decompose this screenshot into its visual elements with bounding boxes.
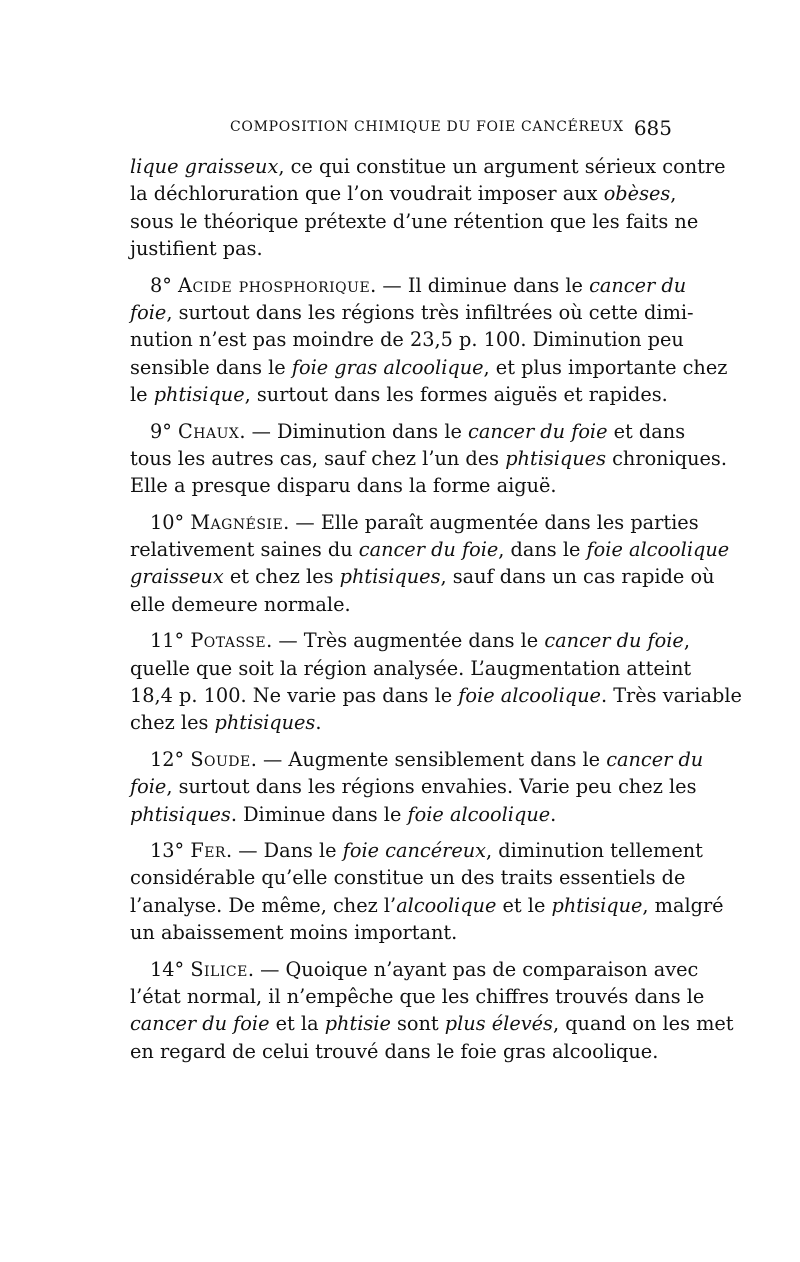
text-run: chez les — [130, 711, 215, 735]
text-run: et la — [269, 1012, 325, 1036]
text-run: , quand on les met — [552, 1012, 734, 1036]
text-run: . — Elle paraît augmentée dans les parties — [283, 510, 699, 534]
text-run: . — [550, 802, 557, 826]
italic-term: phtisique — [153, 383, 245, 407]
text-run: , dans le — [498, 538, 587, 562]
text-run: . — Il diminue dans le — [370, 273, 590, 297]
text-run: en regard de celui trouvé dans le foie gras alcoolique. — [130, 1039, 659, 1063]
text-run: . — [315, 711, 322, 735]
text-run: 18,4 p. 100. Ne varie pas dans le — [130, 684, 459, 708]
italic-term: foie gras alcoolique — [291, 355, 484, 379]
text-run: justifient pas. — [130, 237, 263, 261]
paragraph-continuation — [130, 153, 726, 263]
text-run: sont — [390, 1012, 445, 1036]
text-run: . — Augmente sensiblement dans le — [250, 747, 607, 771]
italic-term: graisseux — [130, 565, 224, 589]
text-run: l’état normal, il n’empêche que les chiffres trouvés dans le — [130, 984, 705, 1008]
text-run: et chez les — [223, 565, 340, 589]
italic-term: foie — [130, 300, 167, 324]
italic-term: plus élevés — [444, 1012, 553, 1036]
section-title: Potasse — [190, 629, 267, 653]
text-run: , surtout dans les régions envahies. Varie peu chez les — [166, 775, 697, 799]
text-run: tous les autres cas, sauf chez l’un des — [130, 446, 506, 470]
paragraph-acide-phosphorique — [130, 272, 728, 409]
text-run: chroniques. — [606, 446, 727, 470]
text-run: le — [130, 383, 154, 407]
italic-term: foie — [130, 775, 167, 799]
italic-term: foie alcoolique — [407, 802, 551, 826]
italic-term: cancer du — [606, 747, 704, 771]
italic-term: cancer du foie — [130, 1012, 270, 1036]
text-run: . — Quoique n’ayant pas de comparaison avec — [247, 957, 699, 981]
italic-term: phtisique — [551, 893, 643, 917]
text-run: nution n’est pas moindre de 23,5 p. 100. Diminution peu — [130, 328, 684, 352]
text-run: , et plus importante chez — [483, 355, 728, 379]
italic-term: phtisie — [324, 1012, 391, 1036]
italic-term: cancer du foie — [544, 629, 684, 653]
text-run: considérable qu’elle constitue un des traits essentiels de — [130, 866, 686, 890]
paragraph-silice — [130, 956, 734, 1066]
italic-term: lique graisseux — [130, 155, 279, 178]
text-run: relativement saines du — [130, 538, 359, 562]
text-run: l’analyse. De même, chez l’ — [130, 893, 397, 917]
text-run: et dans — [607, 419, 686, 443]
section-title: Acide phosphorique — [178, 273, 371, 297]
text-run: . — Très augmentée dans le — [266, 629, 545, 653]
text-run: , — [683, 629, 690, 653]
text-run: , diminution tellement — [486, 838, 703, 862]
italic-term: foie alcoolique — [458, 684, 601, 708]
paragraph-potasse — [130, 627, 742, 737]
body-text — [130, 153, 742, 1065]
section-title: Silice — [190, 957, 248, 981]
section-title: Magnésie — [190, 510, 284, 534]
item-number: 14° — [150, 957, 191, 981]
item-number: 12° — [150, 747, 191, 771]
italic-term: cancer du foie — [358, 538, 499, 562]
text-run: . — Dans le — [225, 838, 343, 862]
paragraph-chaux — [130, 418, 727, 500]
paragraph-soude — [130, 746, 704, 828]
section-title: Soude — [190, 747, 251, 771]
italic-term: foie alcoolique — [586, 538, 730, 562]
page-header — [130, 116, 672, 143]
text-run: , ce qui constitue un argument sérieux contre — [278, 155, 726, 178]
text-run: . Très variable — [600, 684, 742, 708]
text-run: un abaissement moins important. — [130, 921, 458, 945]
italic-term: phtisiques — [505, 446, 606, 470]
text-run: , — [670, 182, 677, 206]
paragraph-magnesie — [130, 509, 730, 619]
text-run: la déchloruration que l’on voudrait imposer aux — [130, 182, 604, 206]
italic-term: phtisiques — [130, 802, 231, 826]
text-run: . — Diminution dans le — [239, 419, 469, 443]
paragraph-fer — [130, 837, 724, 947]
text-run: sous le théorique prétexte d’une rétention que les faits ne — [130, 209, 699, 233]
text-run: , malgré — [642, 893, 724, 917]
text-run: Elle a presque disparu dans la forme aiguë. — [130, 474, 557, 498]
italic-term: foie cancéreux — [342, 838, 487, 862]
section-title: Chaux — [178, 419, 240, 443]
text-run: quelle que soit la région analysée. L’augmentation atteint — [130, 656, 692, 680]
text-run: , surtout dans les régions très infiltrées où cette dimi- — [166, 300, 694, 324]
item-number: 10° — [150, 510, 191, 534]
text-run: et le — [496, 893, 552, 917]
item-number: 13° — [150, 838, 191, 862]
italic-term: obèses — [603, 182, 671, 206]
text-run: sensible dans le — [130, 355, 292, 379]
page-number: 685 — [633, 116, 672, 140]
text-run: elle demeure normale. — [130, 592, 351, 616]
italic-term: alcoolique — [396, 893, 497, 917]
text-run: , surtout dans les formes aiguës et rapides. — [244, 383, 668, 407]
text-run: , sauf dans un cas rapide où — [440, 565, 715, 589]
italic-term: cancer du — [589, 273, 687, 297]
italic-term: phtisiques — [214, 711, 316, 735]
running-title: COMPOSITION CHIMIQUE DU FOIE CANCÉREUX — [230, 119, 624, 135]
item-number: 9° — [150, 419, 179, 443]
text-run: . Diminue dans le — [230, 802, 408, 826]
item-number: 11° — [150, 629, 191, 653]
item-number: 8° — [150, 273, 179, 297]
section-title: Fer — [190, 838, 226, 862]
italic-term: phtisiques — [339, 565, 441, 589]
italic-term: cancer du foie — [468, 419, 608, 443]
